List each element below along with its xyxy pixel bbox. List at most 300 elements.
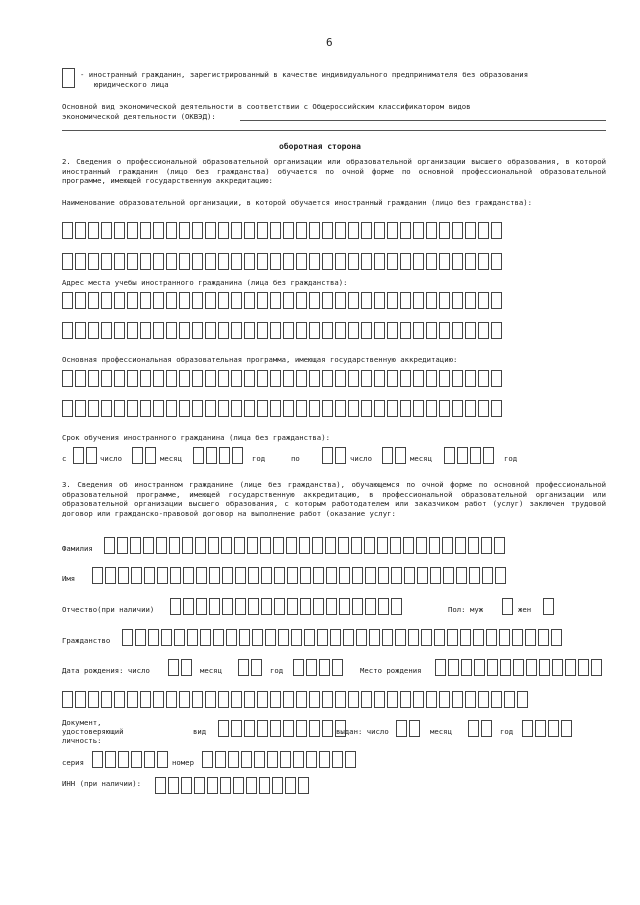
input-cell[interactable] (474, 659, 485, 676)
input-cell[interactable] (92, 751, 103, 768)
input-cell[interactable] (387, 253, 398, 270)
input-cell[interactable] (387, 400, 398, 417)
input-cell[interactable] (465, 253, 476, 270)
input-cell[interactable] (478, 322, 489, 339)
input-cell[interactable] (468, 720, 479, 737)
input-cell[interactable] (309, 370, 320, 387)
input-cell[interactable] (395, 629, 406, 646)
input-cell[interactable] (261, 567, 272, 584)
input-cell[interactable] (257, 720, 268, 737)
input-cell[interactable] (283, 292, 294, 309)
input-cell[interactable] (413, 253, 424, 270)
input-cell[interactable] (335, 400, 346, 417)
input-cell[interactable] (270, 691, 281, 708)
input-cell[interactable] (465, 691, 476, 708)
input-cell[interactable] (517, 691, 528, 708)
input-cell[interactable] (205, 370, 216, 387)
input-cell[interactable] (231, 370, 242, 387)
input-cell[interactable] (234, 537, 245, 554)
input-cell[interactable] (246, 777, 257, 794)
input-cell[interactable] (218, 253, 229, 270)
input-cell[interactable] (205, 292, 216, 309)
period-to-year-cells[interactable] (444, 447, 494, 464)
input-cell[interactable] (552, 659, 563, 676)
input-cell[interactable] (114, 400, 125, 417)
input-cell[interactable] (348, 691, 359, 708)
input-cell[interactable] (296, 691, 307, 708)
input-cell[interactable] (140, 370, 151, 387)
input-cell[interactable] (452, 370, 463, 387)
input-cell[interactable] (114, 292, 125, 309)
input-cell[interactable] (309, 691, 320, 708)
input-cell[interactable] (322, 400, 333, 417)
input-cell[interactable] (400, 400, 411, 417)
input-cell[interactable] (426, 400, 437, 417)
input-cell[interactable] (322, 222, 333, 239)
input-cell[interactable] (416, 537, 427, 554)
program-cells-row1[interactable] (62, 370, 502, 387)
input-cell[interactable] (413, 222, 424, 239)
input-cell[interactable] (238, 659, 249, 676)
period-to-day-cells[interactable] (322, 447, 346, 464)
input-cell[interactable] (369, 629, 380, 646)
input-cell[interactable] (309, 253, 320, 270)
input-cell[interactable] (335, 370, 346, 387)
birth-month-cells[interactable] (238, 659, 262, 676)
input-cell[interactable] (439, 370, 450, 387)
input-cell[interactable] (122, 629, 133, 646)
input-cell[interactable] (218, 400, 229, 417)
input-cell[interactable] (127, 370, 138, 387)
id-issued-month-cells[interactable] (468, 720, 492, 737)
input-cell[interactable] (144, 567, 155, 584)
input-cell[interactable] (387, 292, 398, 309)
input-cell[interactable] (348, 222, 359, 239)
input-cell[interactable] (326, 598, 337, 615)
input-cell[interactable] (430, 567, 441, 584)
input-cell[interactable] (179, 691, 190, 708)
input-cell[interactable] (130, 537, 141, 554)
input-cell[interactable] (205, 322, 216, 339)
input-cell[interactable] (455, 537, 466, 554)
input-cell[interactable] (300, 598, 311, 615)
input-cell[interactable] (403, 537, 414, 554)
input-cell[interactable] (62, 253, 73, 270)
input-cell[interactable] (140, 253, 151, 270)
input-cell[interactable] (319, 751, 330, 768)
input-cell[interactable] (73, 447, 84, 464)
org-name-cells-row1[interactable] (62, 222, 502, 239)
input-cell[interactable] (309, 222, 320, 239)
input-cell[interactable] (426, 292, 437, 309)
input-cell[interactable] (241, 751, 252, 768)
input-cell[interactable] (75, 253, 86, 270)
input-cell[interactable] (491, 691, 502, 708)
input-cell[interactable] (169, 537, 180, 554)
input-cell[interactable] (426, 222, 437, 239)
input-cell[interactable] (352, 567, 363, 584)
input-cell[interactable] (296, 222, 307, 239)
input-cell[interactable] (270, 720, 281, 737)
input-cell[interactable] (387, 691, 398, 708)
input-cell[interactable] (244, 720, 255, 737)
input-cell[interactable] (361, 253, 372, 270)
input-cell[interactable] (114, 370, 125, 387)
input-cell[interactable] (374, 400, 385, 417)
input-cell[interactable] (421, 629, 432, 646)
input-cell[interactable] (283, 691, 294, 708)
input-cell[interactable] (222, 598, 233, 615)
program-cells-row2[interactable] (62, 400, 502, 417)
input-cell[interactable] (231, 720, 242, 737)
input-cell[interactable] (313, 598, 324, 615)
input-cell[interactable] (374, 292, 385, 309)
input-cell[interactable] (131, 751, 142, 768)
input-cell[interactable] (400, 691, 411, 708)
input-cell[interactable] (153, 400, 164, 417)
input-cell[interactable] (478, 400, 489, 417)
input-cell[interactable] (361, 400, 372, 417)
input-cell[interactable] (179, 400, 190, 417)
input-cell[interactable] (332, 751, 343, 768)
input-cell[interactable] (444, 447, 455, 464)
input-cell[interactable] (127, 253, 138, 270)
input-cell[interactable] (156, 537, 167, 554)
input-cell[interactable] (361, 322, 372, 339)
input-cell[interactable] (377, 537, 388, 554)
input-cell[interactable] (222, 567, 233, 584)
input-cell[interactable] (348, 370, 359, 387)
input-cell[interactable] (153, 322, 164, 339)
study-address-cells-row1[interactable] (62, 292, 502, 309)
input-cell[interactable] (235, 598, 246, 615)
input-cell[interactable] (166, 400, 177, 417)
input-cell[interactable] (504, 691, 515, 708)
input-cell[interactable] (322, 292, 333, 309)
input-cell[interactable] (127, 222, 138, 239)
input-cell[interactable] (293, 751, 304, 768)
input-cell[interactable] (278, 629, 289, 646)
input-cell[interactable] (304, 629, 315, 646)
input-cell[interactable] (200, 629, 211, 646)
name-cells[interactable] (92, 567, 506, 584)
input-cell[interactable] (140, 322, 151, 339)
input-cell[interactable] (157, 567, 168, 584)
input-cell[interactable] (339, 567, 350, 584)
id-issued-day-cells[interactable] (396, 720, 420, 737)
input-cell[interactable] (118, 751, 129, 768)
input-cell[interactable] (452, 222, 463, 239)
input-cell[interactable] (231, 691, 242, 708)
input-cell[interactable] (447, 629, 458, 646)
input-cell[interactable] (287, 567, 298, 584)
input-cell[interactable] (270, 292, 281, 309)
input-cell[interactable] (468, 537, 479, 554)
okved-field[interactable] (240, 120, 606, 121)
input-cell[interactable] (179, 322, 190, 339)
input-cell[interactable] (356, 629, 367, 646)
input-cell[interactable] (127, 292, 138, 309)
input-cell[interactable] (192, 292, 203, 309)
input-cell[interactable] (400, 292, 411, 309)
input-cell[interactable] (322, 370, 333, 387)
input-cell[interactable] (145, 447, 156, 464)
input-cell[interactable] (88, 400, 99, 417)
input-cell[interactable] (231, 322, 242, 339)
input-cell[interactable] (166, 292, 177, 309)
citizenship-cells[interactable] (122, 629, 562, 646)
input-cell[interactable] (491, 253, 502, 270)
input-cell[interactable] (101, 691, 112, 708)
input-cell[interactable] (231, 253, 242, 270)
input-cell[interactable] (395, 447, 406, 464)
input-cell[interactable] (317, 629, 328, 646)
input-cell[interactable] (306, 751, 317, 768)
input-cell[interactable] (270, 222, 281, 239)
input-cell[interactable] (345, 751, 356, 768)
input-cell[interactable] (274, 567, 285, 584)
id-issued-year-cells[interactable] (522, 720, 572, 737)
input-cell[interactable] (187, 629, 198, 646)
input-cell[interactable] (88, 292, 99, 309)
input-cell[interactable] (348, 400, 359, 417)
number-cells[interactable] (202, 751, 356, 768)
entrepreneur-checkbox[interactable] (62, 68, 75, 88)
input-cell[interactable] (114, 322, 125, 339)
birthplace-cells-row2[interactable] (62, 691, 528, 708)
input-cell[interactable] (127, 400, 138, 417)
input-cell[interactable] (75, 222, 86, 239)
input-cell[interactable] (219, 447, 230, 464)
input-cell[interactable] (231, 292, 242, 309)
input-cell[interactable] (179, 253, 190, 270)
input-cell[interactable] (168, 659, 179, 676)
input-cell[interactable] (361, 292, 372, 309)
input-cell[interactable] (231, 400, 242, 417)
input-cell[interactable] (206, 447, 217, 464)
input-cell[interactable] (88, 691, 99, 708)
input-cell[interactable] (400, 370, 411, 387)
input-cell[interactable] (88, 253, 99, 270)
input-cell[interactable] (543, 598, 554, 615)
input-cell[interactable] (105, 751, 116, 768)
input-cell[interactable] (244, 400, 255, 417)
period-from-year-cells[interactable] (193, 447, 243, 464)
input-cell[interactable] (502, 598, 513, 615)
input-cell[interactable] (205, 253, 216, 270)
input-cell[interactable] (343, 629, 354, 646)
input-cell[interactable] (298, 777, 309, 794)
input-cell[interactable] (470, 447, 481, 464)
input-cell[interactable] (296, 400, 307, 417)
input-cell[interactable] (88, 222, 99, 239)
input-cell[interactable] (513, 659, 524, 676)
input-cell[interactable] (265, 629, 276, 646)
input-cell[interactable] (313, 567, 324, 584)
input-cell[interactable] (413, 292, 424, 309)
input-cell[interactable] (387, 322, 398, 339)
input-cell[interactable] (153, 253, 164, 270)
input-cell[interactable] (332, 659, 343, 676)
input-cell[interactable] (257, 253, 268, 270)
input-cell[interactable] (387, 222, 398, 239)
input-cell[interactable] (400, 322, 411, 339)
input-cell[interactable] (361, 691, 372, 708)
okved-field-line2[interactable] (62, 130, 606, 131)
input-cell[interactable] (231, 222, 242, 239)
input-cell[interactable] (252, 629, 263, 646)
input-cell[interactable] (62, 222, 73, 239)
input-cell[interactable] (75, 292, 86, 309)
input-cell[interactable] (153, 222, 164, 239)
birthplace-cells-row1[interactable] (435, 659, 602, 676)
input-cell[interactable] (247, 537, 258, 554)
input-cell[interactable] (140, 691, 151, 708)
input-cell[interactable] (413, 322, 424, 339)
input-cell[interactable] (244, 691, 255, 708)
input-cell[interactable] (166, 322, 177, 339)
input-cell[interactable] (62, 292, 73, 309)
input-cell[interactable] (309, 400, 320, 417)
input-cell[interactable] (166, 222, 177, 239)
input-cell[interactable] (309, 322, 320, 339)
input-cell[interactable] (339, 598, 350, 615)
input-cell[interactable] (267, 751, 278, 768)
input-cell[interactable] (378, 567, 389, 584)
input-cell[interactable] (195, 537, 206, 554)
input-cell[interactable] (382, 629, 393, 646)
input-cell[interactable] (390, 537, 401, 554)
input-cell[interactable] (283, 222, 294, 239)
input-cell[interactable] (365, 567, 376, 584)
input-cell[interactable] (75, 691, 86, 708)
input-cell[interactable] (218, 322, 229, 339)
input-cell[interactable] (491, 400, 502, 417)
input-cell[interactable] (494, 537, 505, 554)
input-cell[interactable] (101, 370, 112, 387)
input-cell[interactable] (413, 400, 424, 417)
input-cell[interactable] (92, 567, 103, 584)
input-cell[interactable] (228, 751, 239, 768)
input-cell[interactable] (244, 253, 255, 270)
input-cell[interactable] (374, 253, 385, 270)
input-cell[interactable] (127, 322, 138, 339)
study-address-cells-row2[interactable] (62, 322, 502, 339)
input-cell[interactable] (478, 253, 489, 270)
input-cell[interactable] (326, 567, 337, 584)
input-cell[interactable] (88, 370, 99, 387)
input-cell[interactable] (274, 598, 285, 615)
input-cell[interactable] (196, 567, 207, 584)
input-cell[interactable] (209, 598, 220, 615)
input-cell[interactable] (239, 629, 250, 646)
input-cell[interactable] (273, 537, 284, 554)
input-cell[interactable] (166, 253, 177, 270)
input-cell[interactable] (538, 629, 549, 646)
input-cell[interactable] (338, 537, 349, 554)
input-cell[interactable] (409, 720, 420, 737)
input-cell[interactable] (179, 292, 190, 309)
input-cell[interactable] (157, 751, 168, 768)
input-cell[interactable] (452, 253, 463, 270)
input-cell[interactable] (335, 322, 346, 339)
input-cell[interactable] (205, 400, 216, 417)
input-cell[interactable] (335, 292, 346, 309)
input-cell[interactable] (374, 370, 385, 387)
input-cell[interactable] (270, 400, 281, 417)
input-cell[interactable] (322, 253, 333, 270)
input-cell[interactable] (391, 567, 402, 584)
input-cell[interactable] (522, 720, 533, 737)
input-cell[interactable] (221, 537, 232, 554)
input-cell[interactable] (481, 537, 492, 554)
input-cell[interactable] (287, 598, 298, 615)
birth-year-cells[interactable] (293, 659, 343, 676)
input-cell[interactable] (218, 370, 229, 387)
input-cell[interactable] (101, 292, 112, 309)
input-cell[interactable] (387, 370, 398, 387)
input-cell[interactable] (322, 322, 333, 339)
input-cell[interactable] (335, 691, 346, 708)
input-cell[interactable] (101, 253, 112, 270)
input-cell[interactable] (257, 322, 268, 339)
input-cell[interactable] (361, 222, 372, 239)
input-cell[interactable] (473, 629, 484, 646)
input-cell[interactable] (135, 629, 146, 646)
input-cell[interactable] (309, 292, 320, 309)
input-cell[interactable] (500, 659, 511, 676)
input-cell[interactable] (448, 659, 459, 676)
input-cell[interactable] (291, 629, 302, 646)
input-cell[interactable] (487, 659, 498, 676)
input-cell[interactable] (62, 400, 73, 417)
input-cell[interactable] (322, 691, 333, 708)
input-cell[interactable] (257, 691, 268, 708)
input-cell[interactable] (105, 567, 116, 584)
input-cell[interactable] (257, 222, 268, 239)
surname-cells[interactable] (104, 537, 505, 554)
input-cell[interactable] (101, 222, 112, 239)
input-cell[interactable] (335, 222, 346, 239)
input-cell[interactable] (408, 629, 419, 646)
input-cell[interactable] (257, 400, 268, 417)
patronymic-cells[interactable] (170, 598, 402, 615)
input-cell[interactable] (283, 322, 294, 339)
input-cell[interactable] (220, 777, 231, 794)
input-cell[interactable] (434, 629, 445, 646)
input-cell[interactable] (101, 322, 112, 339)
input-cell[interactable] (465, 292, 476, 309)
input-cell[interactable] (452, 322, 463, 339)
input-cell[interactable] (578, 659, 589, 676)
input-cell[interactable] (439, 222, 450, 239)
input-cell[interactable] (413, 370, 424, 387)
input-cell[interactable] (174, 629, 185, 646)
input-cell[interactable] (153, 691, 164, 708)
input-cell[interactable] (457, 447, 468, 464)
input-cell[interactable] (400, 222, 411, 239)
input-cell[interactable] (283, 253, 294, 270)
sex-male-cell[interactable] (502, 598, 513, 615)
input-cell[interactable] (426, 691, 437, 708)
input-cell[interactable] (192, 370, 203, 387)
input-cell[interactable] (170, 567, 181, 584)
input-cell[interactable] (296, 720, 307, 737)
input-cell[interactable] (75, 370, 86, 387)
input-cell[interactable] (374, 222, 385, 239)
input-cell[interactable] (140, 292, 151, 309)
input-cell[interactable] (461, 659, 472, 676)
